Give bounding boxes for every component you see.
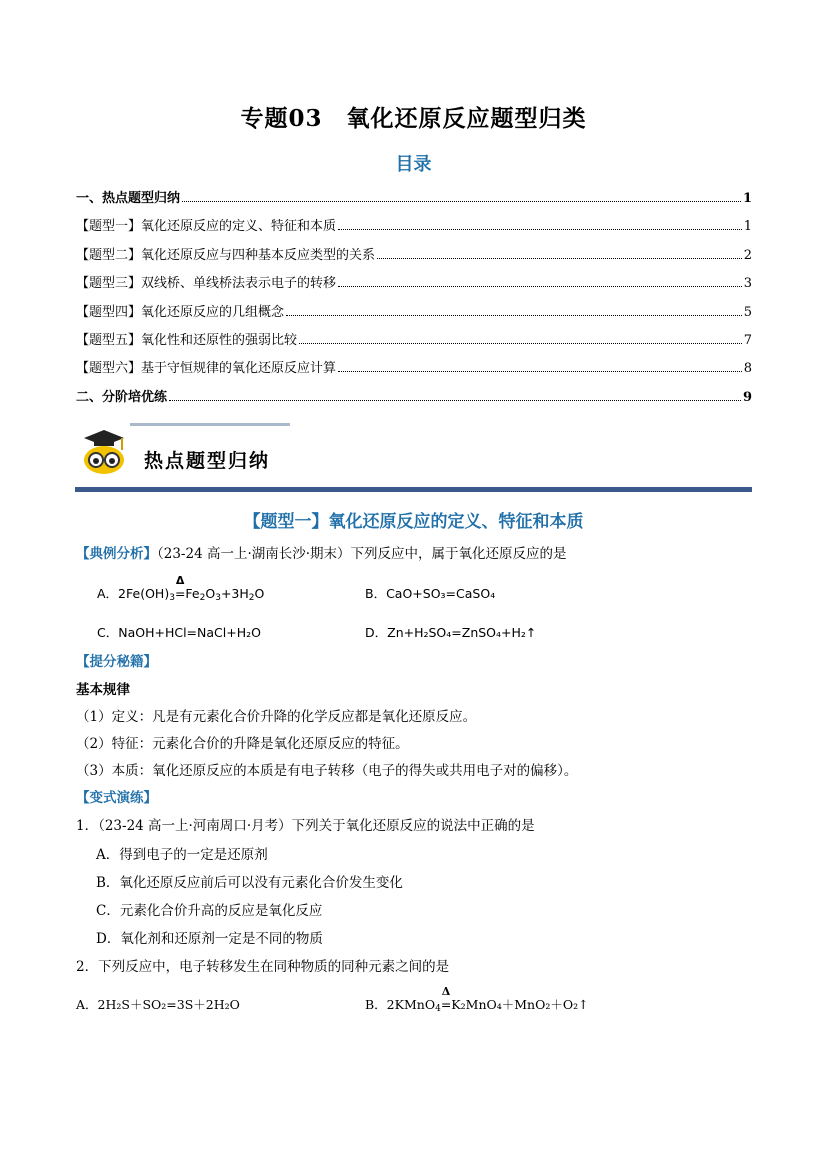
- option-c: C．NaOH+HCl=NaCl+H₂O: [97, 625, 261, 640]
- graduate-owl-icon: [82, 428, 126, 476]
- toc-item-page: 9: [742, 390, 752, 405]
- toc-leader-dots: [182, 200, 741, 202]
- toc-item[interactable]: [76, 385, 752, 405]
- toc-item-page: 1: [742, 191, 752, 206]
- option-d: D．Zn+H₂SO₄=ZnSO₄+H₂↑: [365, 625, 537, 640]
- example-question: 【典例分析】（23-24 高一上·湖南长沙·期末）下列反应中，属于氧化还原反应的是: [76, 546, 567, 562]
- rule-item: （2）特征：元素化合价的升降是氧化还原反应的特征。: [76, 736, 409, 752]
- toc-item-page: 5: [743, 305, 752, 320]
- toc-item-label: 【题型二】氧化还原反应与四种基本反应类型的关系: [76, 248, 376, 263]
- toc-item-label: 一、热点题型归纳: [76, 191, 181, 206]
- toc-item-label: 二、分阶培优练: [76, 390, 168, 405]
- option-b: B．CaO+SO₃=CaSO₄: [365, 586, 496, 601]
- toc-item[interactable]: [76, 300, 752, 320]
- q1-option: B．氧化还原反应前后可以没有元素化合价发生变化: [96, 875, 403, 891]
- toc-item-label: 【题型三】双线桥、单线桥法表示电子的转移: [76, 276, 337, 291]
- toc-leader-dots: [299, 342, 742, 344]
- toc-leader-dots: [338, 228, 742, 230]
- toc-item[interactable]: [76, 356, 752, 376]
- q1-option: C．元素化合价升高的反应是氧化反应: [96, 903, 323, 919]
- question-1: 1．（23-24 高一上·河南周口·月考）下列关于氧化还原反应的说法中正确的是: [76, 818, 535, 834]
- banner-divider: [75, 487, 752, 492]
- rules-heading: 基本规律: [76, 682, 130, 698]
- toc-item-label: 【题型五】氧化性和还原性的强弱比较: [76, 333, 298, 348]
- toc-leader-dots: [377, 257, 742, 259]
- toc-item-page: 8: [743, 361, 752, 376]
- rule-item: （3）本质：氧化还原反应的本质是有电子转移（电子的得失或共用电子对的偏移）。: [76, 763, 578, 779]
- toc-item-page: 2: [743, 248, 752, 263]
- toc-leader-dots: [338, 285, 742, 287]
- tips-tag: 【提分秘籍】: [76, 654, 157, 670]
- toc-heading: 目录: [395, 154, 432, 175]
- toc-item-label: 【题型一】氧化还原反应的定义、特征和本质: [76, 219, 337, 234]
- toc-item-page: 7: [743, 333, 752, 348]
- option-a: A．$2Fe(OH)_3$ Δ $=Fe_2O_3+3H_2O$: [97, 574, 265, 603]
- banner-title: 热点题型归纳: [144, 450, 271, 472]
- toc-item-page: 1: [743, 219, 752, 234]
- section-title: 【题型一】氧化还原反应的定义、特征和本质: [243, 512, 584, 532]
- q1-option: A．得到电子的一定是还原剂: [96, 847, 268, 863]
- banner-top-line: [130, 423, 290, 426]
- q2-option-a: A．2H₂S＋SO₂=3S＋2H₂O: [76, 997, 240, 1012]
- page-title: 专题03 氧化还原反应题型归类: [240, 105, 587, 132]
- question-2: 2．下列反应中，电子转移发生在同种物质的同种元素之间的是: [76, 959, 450, 975]
- toc-item-label: 【题型四】氧化还原反应的几组概念: [76, 305, 285, 320]
- q2-option-b: B．2KMnO$_4$ Δ =K₂MnO₄＋MnO₂＋O₂↑: [365, 985, 589, 1014]
- toc-leader-dots: [338, 370, 742, 372]
- toc-leader-dots: [169, 399, 741, 401]
- toc-item[interactable]: [76, 243, 752, 263]
- toc-item[interactable]: [76, 186, 752, 206]
- toc-item-label: 【题型六】基于守恒规律的氧化还原反应计算: [76, 361, 337, 376]
- q1-option: D．氧化剂和还原剂一定是不同的物质: [96, 931, 323, 947]
- practice-tag: 【变式演练】: [76, 790, 157, 806]
- toc-item[interactable]: [76, 328, 752, 348]
- toc-leader-dots: [286, 314, 742, 316]
- toc-item[interactable]: [76, 271, 752, 291]
- rule-item: （1）定义：凡是有元素化合价升降的化学反应都是氧化还原反应。: [76, 709, 477, 725]
- toc-item[interactable]: [76, 214, 752, 234]
- toc-item-page: 3: [743, 276, 752, 291]
